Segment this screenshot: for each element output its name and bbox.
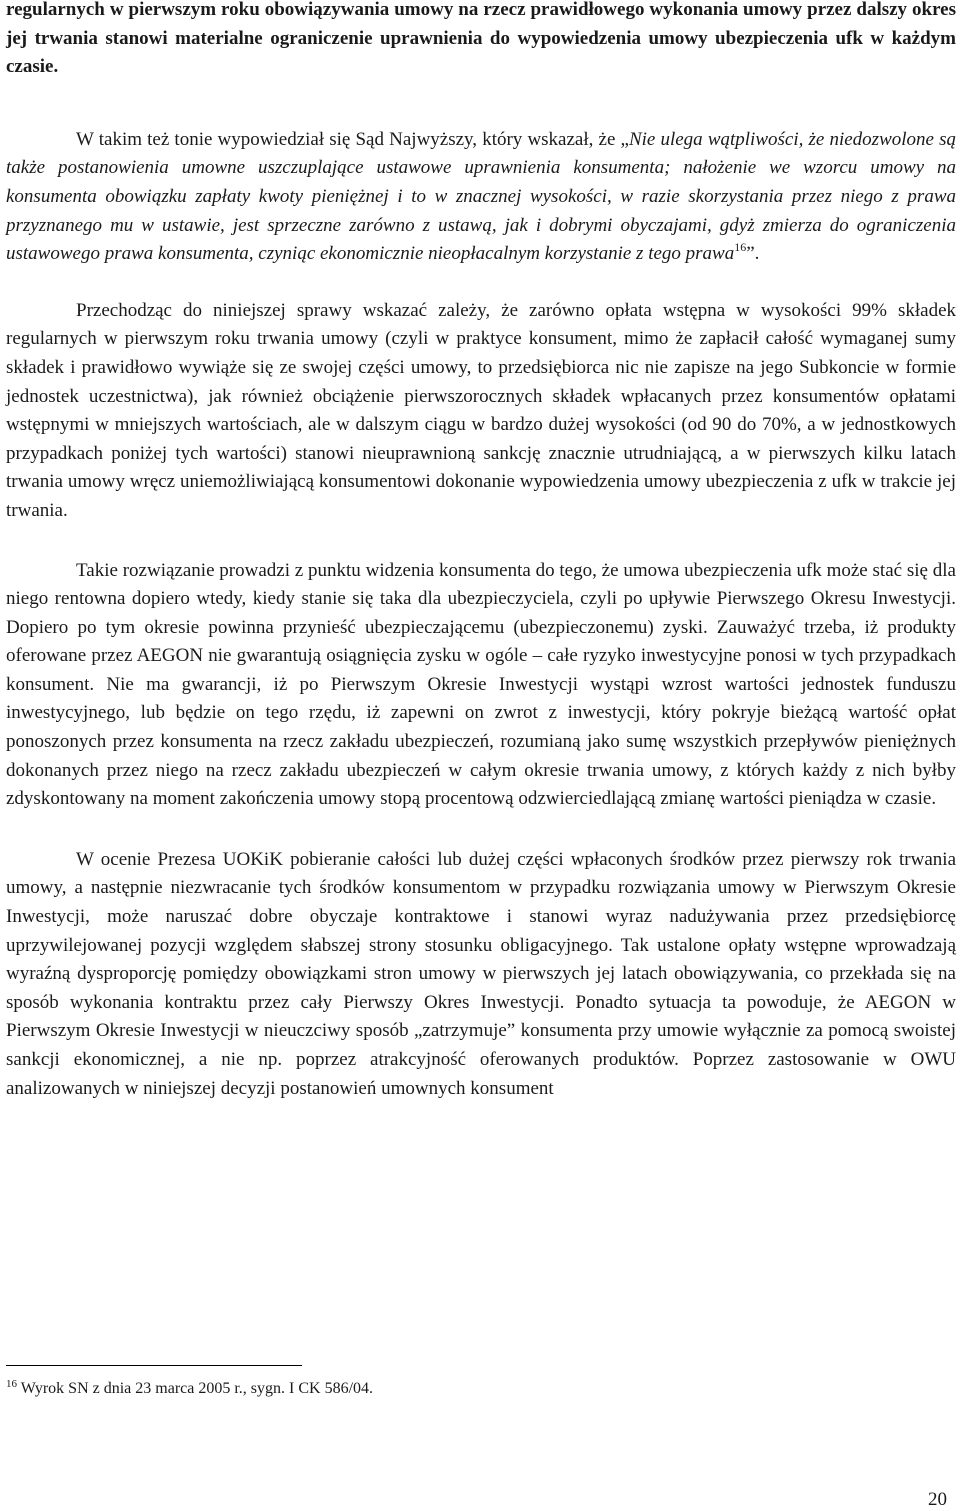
footnote-number: 16 — [6, 1378, 17, 1390]
footnote-separator — [6, 1365, 302, 1366]
body-paragraph-3: Przechodząc do niniejszej sprawy wskazać zależy, że zarówno opłata wstępna w wysokości 99% składek regularnych w pierwszym roku trwania umowy (czyli w praktyce konsument, mimo że zapłacił całość wymaganej sumy składek i prawidłowo wywiąże się ze swojej części umowy, to przedsiębiorca nic nie zapisze na jego Subkoncie w formie jednostek uczestnictwa), jak również obciążenie pierwszorocznych składek wpłacanych przez konsumentów opłatami wstępnymi w mniejszych wartościach, ale w dalszym ciągu w bardzo dużej wysokości (od 90 do 70%, a w jednostkowych przypadkach poniżej tych wartości) stanowi nieuprawnioną sankcję znacznie utrudniającą, a w pierwszych kilku latach trwania umowy wręcz uniemożliwiającą konsumentowi dokonanie wypowiedzenia umowy ubezpieczenia z ufk w trakcie jej trwania. — [6, 299, 956, 521]
document-page — [6, 0, 956, 1103]
page-number: 20 — [928, 1489, 947, 1510]
footnote-text: Wyrok SN z dnia 23 marca 2005 r., sygn. I CK 586/04. — [17, 1380, 374, 1397]
supreme-court-quote: Nie ulega wątpliwości, że niedozwolone są także postanowienia umowne uszczuplające ustawowe uprawnienia konsumenta; nałożenie we wzorcu umowy na konsumenta obowiązku zapłaty kwoty pieniężnej i to w znacznej wysokości, w razie skorzystania przez niego z prawa przyznanego mu w ustawie, jest sprzeczne zarówno z ustawą, jak i dobrymi obyczajami, gdyż zmierza do ograniczenia ustawowego prawa konsumenta, czyniąc ekonomicznie nieopłacalnym korzystanie z tego prawa — [6, 128, 956, 265]
quote-trail: ”. — [746, 243, 760, 265]
footnote-reference[interactable]: 16 — [734, 240, 747, 255]
quote-lead: W takim też tonie wypowiedział się Sąd Najwyższy, który wskazał, że „ — [76, 128, 629, 150]
footnote — [6, 1378, 373, 1400]
body-paragraph-5: W ocenie Prezesa UOKiK pobieranie całości lub dużej części wpłaconych środków przez pierwszy rok trwania umowy, a następnie niezwracanie tych środków konsumentom w przypadku rozwiązania umowy w Pierwszym Okresie Inwestycji, może naruszać dobre obyczaje kontraktowe i stanowi wyraz nadużywania przez przedsiębiorcę uprzywilejowanej pozycji względem słabszej strony stosunku obligacyjnego. Tak ustalone opłaty wstępne wprowadzają wyraźną dysproporcję pomiędzy obowiązkami stron umowy w pierwszych jej latach obowiązywania, co przekłada się na sposób wykonania kontraktu przez cały Pierwszy Okres Inwestycji. Ponadto sytuacja ta powoduje, że AEGON w Pierwszym Okresie Inwestycji w nieuczciwy sposób „zatrzymuje” konsumenta przy umowie wyłącznie za pomocą swoistej sankcji ekonomicznej, a nie np. poprzez atrakcyjność oferowanych produktów. Poprzez zastosowanie w OWU analizowanych w niniejszej decyzji postanowień umownych konsument — [6, 848, 956, 1099]
intro-paragraph: regularnych w pierwszym roku obowiązywania umowy na rzecz prawidłowego wykonania umowy przez dalszy okres jej trwania stanowi materialne ograniczenie uprawnienia do wypowiedzenia umowy ubezpieczenia ufk w każdym czasie. — [6, 0, 956, 78]
body-paragraph-4: Takie rozwiązanie prowadzi z punktu widzenia konsumenta do tego, że umowa ubezpieczenia ufk może stać się dla niego rentowna dopiero wtedy, kiedy stanie się taka dla ubezpieczyciela, czyli po upływie Pierwszego Okresu Inwestycji. Dopiero po tym okresie powinna przynieść ubezpieczającemu (ubezpieczonemu) zyski. Zauważyć trzeba, iż produkty oferowane przez AEGON nie gwarantują osiągnięcia zysku w ogóle – całe ryzyko inwestycyjne ponosi w tych przypadkach konsument. Nie ma gwarancji, iż po Pierwszym Okresie Inwestycji wystąpi wzrost wartości jednostek funduszu inwestycyjnego, lub będzie on tego rzędu, iż zapewni on zwrot z inwestycji, który pokryje bieżącą wartość opłat ponoszonych przez konsumenta na rzecz zakładu ubezpieczeń, rozumianą jako sumę wszystkich przepływów pieniężnych dokonanych przez niego na rzecz zakładu ubezpieczeń w całym okresie trwania umowy, z których każdy z nich byłby zdyskontowany na moment zakończenia umowy stopą procentową odzwierciedlającą zmianę wartości pieniądza w czasie. — [6, 559, 956, 810]
quote-paragraph — [6, 126, 956, 269]
